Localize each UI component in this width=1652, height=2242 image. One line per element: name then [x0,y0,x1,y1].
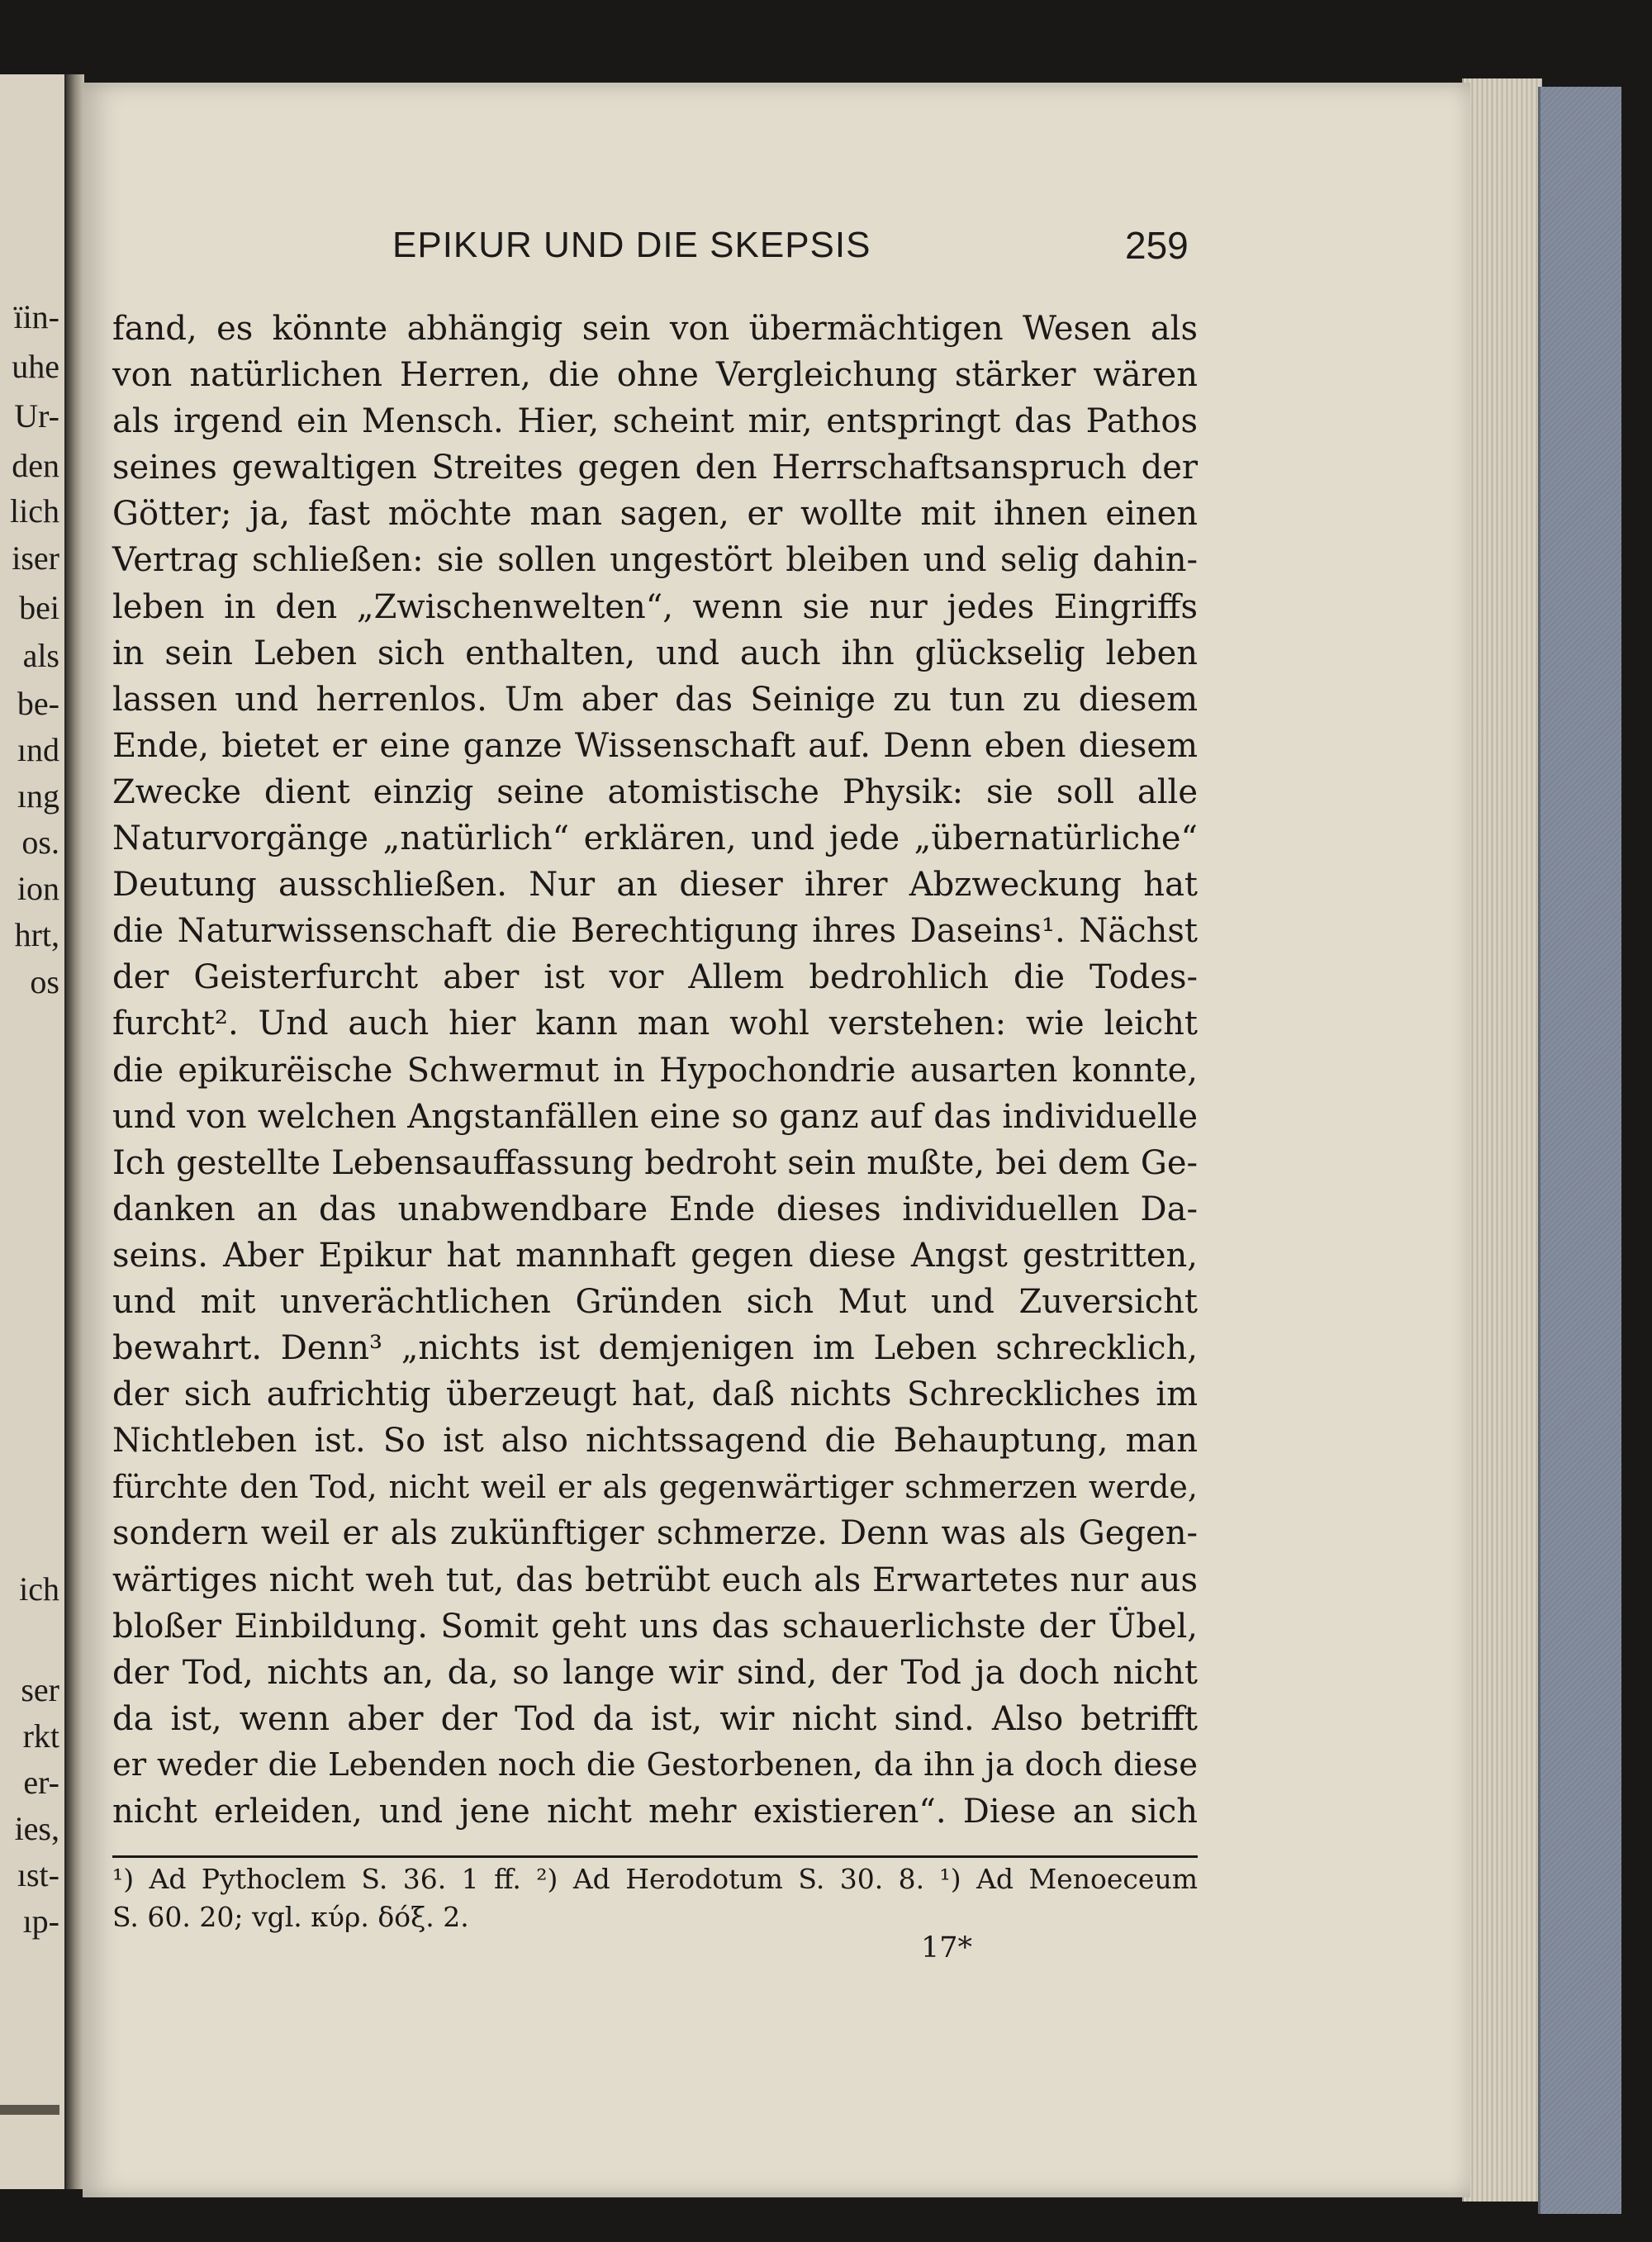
left-fragment: als [22,637,59,674]
footnote-line: ¹) Ad Pythoclem S. 36. 1 ff. ²) Ad Herodotum S. 30. 8. ¹) Ad Menoeceum [112,1863,1198,1895]
left-fragment: be- [17,685,59,722]
footnote-line: S. 60. 20; vgl. κύρ. δόξ. 2. [112,1901,469,1933]
text-line: bloßer Einbildung. Somit geht uns das schauerlichste der Übel, [112,1607,1198,1646]
text-line: als irgend ein Mensch. Hier, scheint mir, entspringt das Pathos [112,402,1198,441]
left-fragment: uhe [12,348,59,385]
text-line: sondern weil er als zukünftiger schmerze. Denn was als Gegen- [112,1514,1198,1553]
left-fragment: ser [21,1671,59,1708]
body-text [112,306,1198,1835]
text-line: fand, es könnte abhängig sein von übermächtigen Wesen als [112,310,1198,348]
left-fragment: ıp- [22,1902,59,1940]
left-fragment: ıng [17,777,59,815]
left-fragment: iser [12,539,59,577]
running-title: EPIKUR UND DIE SKEPSIS [392,225,871,265]
left-fragment: den [12,447,59,484]
text-line: die epikurëische Schwermut in Hypochondrie ausarten konnte, [112,1051,1198,1090]
text-line: Vertrag schließen: sie sollen ungestört bleiben und selig dahin- [112,541,1198,580]
text-line: der sich aufrichtig überzeugt hat, daß nichts Schreckliches im [112,1375,1198,1414]
text-line: er weder die Lebenden noch die Gestorbenen, da ihn ja doch diese [112,1746,1198,1784]
text-line: fürchte den Tod, nicht weil er als gegenwärtiger schmerzen werde, [112,1469,1198,1506]
text-line: Deutung ausschließen. Nur an dieser ihrer Abzweckung hat [112,866,1198,905]
text-line: lassen und herrenlos. Um aber das Seinige zu tun zu diesem [112,680,1198,719]
text-line: danken an das unabwendbare Ende dieses individuellen Da- [112,1190,1198,1228]
left-fragment: os [30,963,59,1000]
text-line: Götter; ja, fast möchte man sagen, er wollte mit ihnen einen [112,495,1198,534]
left-fragment: er- [23,1764,59,1801]
text-line: und von welchen Angstanfällen eine so ganz auf das individuelle [112,1097,1198,1136]
left-fragment: ion [17,870,59,907]
left-fragment: ies, [14,1810,59,1847]
footnotes [112,1860,1198,1936]
left-fragment: hrt, [14,916,59,953]
left-fragment: ıst- [17,1856,59,1893]
left-fragment: os. [21,824,59,861]
text-line: nicht erleiden, und jene nicht mehr existieren“. Diese an sich [112,1793,1198,1831]
page-edges [1462,78,1542,2202]
bookmark-ribbon [0,2105,59,2115]
text-line: seins. Aber Epikur hat mannhaft gegen diese Angst gestritten, [112,1236,1198,1275]
text-line: seines gewaltigen Streites gegen den Herrschaftsanspruch der [112,449,1198,487]
left-fragment: bei [19,589,59,626]
text-line: in sein Leben sich enthalten, und auch ihn glückselig leben [112,634,1198,672]
text-line: Nichtleben ist. So ist also nichtssagend die Behauptung, man [112,1422,1198,1461]
left-fragment: lich [10,492,59,530]
text-line: die Naturwissenschaft die Berechtigung ihres Daseins¹. Nächst [112,912,1198,951]
text-line: Ich gestellte Lebensauffassung bedroht sein mußte, bei dem Ge- [112,1143,1198,1182]
text-line: und mit unverächtlichen Gründen sich Mut und Zuversicht [112,1282,1198,1321]
book-gutter [66,74,84,2189]
printer-signature: 17* [921,1931,973,1964]
text-line: Ende, bietet er eine ganze Wissenschaft auf. Denn eben diesem [112,726,1198,765]
left-fragment: ınd [17,731,59,768]
left-page-edge [0,74,67,2189]
left-fragment: ich [19,1570,59,1608]
text-line: bewahrt. Denn³ „nichts ist demjenigen im Leben schrecklich, [112,1329,1198,1368]
text-line: furcht². Und auch hier kann man wohl verstehen: wie leicht [112,1005,1198,1043]
text-line: Naturvorgänge „natürlich“ erklären, und jede „übernatürliche“ [112,819,1198,858]
text-line: von natürlichen Herren, die ohne Vergleichung stärker wären [112,356,1198,395]
text-line: da ist, wenn aber der Tod da ist, wir nicht sind. Also betrifft [112,1699,1198,1738]
footnote-rule [112,1855,1198,1858]
text-line: der Tod, nichts an, da, so lange wir sind, der Tod ja doch nicht [112,1653,1198,1692]
book-cover [1538,87,1621,2214]
text-line: leben in den „Zwischenwelten“, wenn sie nur jedes Eingriffs [112,587,1198,626]
text-line: wärtiges nicht weh tut, das betrübt euch als Erwartetes nur aus [112,1560,1198,1599]
left-fragment: Ur- [14,397,59,435]
left-fragment: rkt [22,1717,59,1755]
text-line: der Geisterfurcht aber ist vor Allem bedrohlich die Todes- [112,958,1198,997]
page-number: 259 [1125,224,1189,267]
left-fragment: ïin- [13,298,59,335]
text-line: Zwecke dient einzig seine atomistische Physik: sie soll alle [112,772,1198,811]
